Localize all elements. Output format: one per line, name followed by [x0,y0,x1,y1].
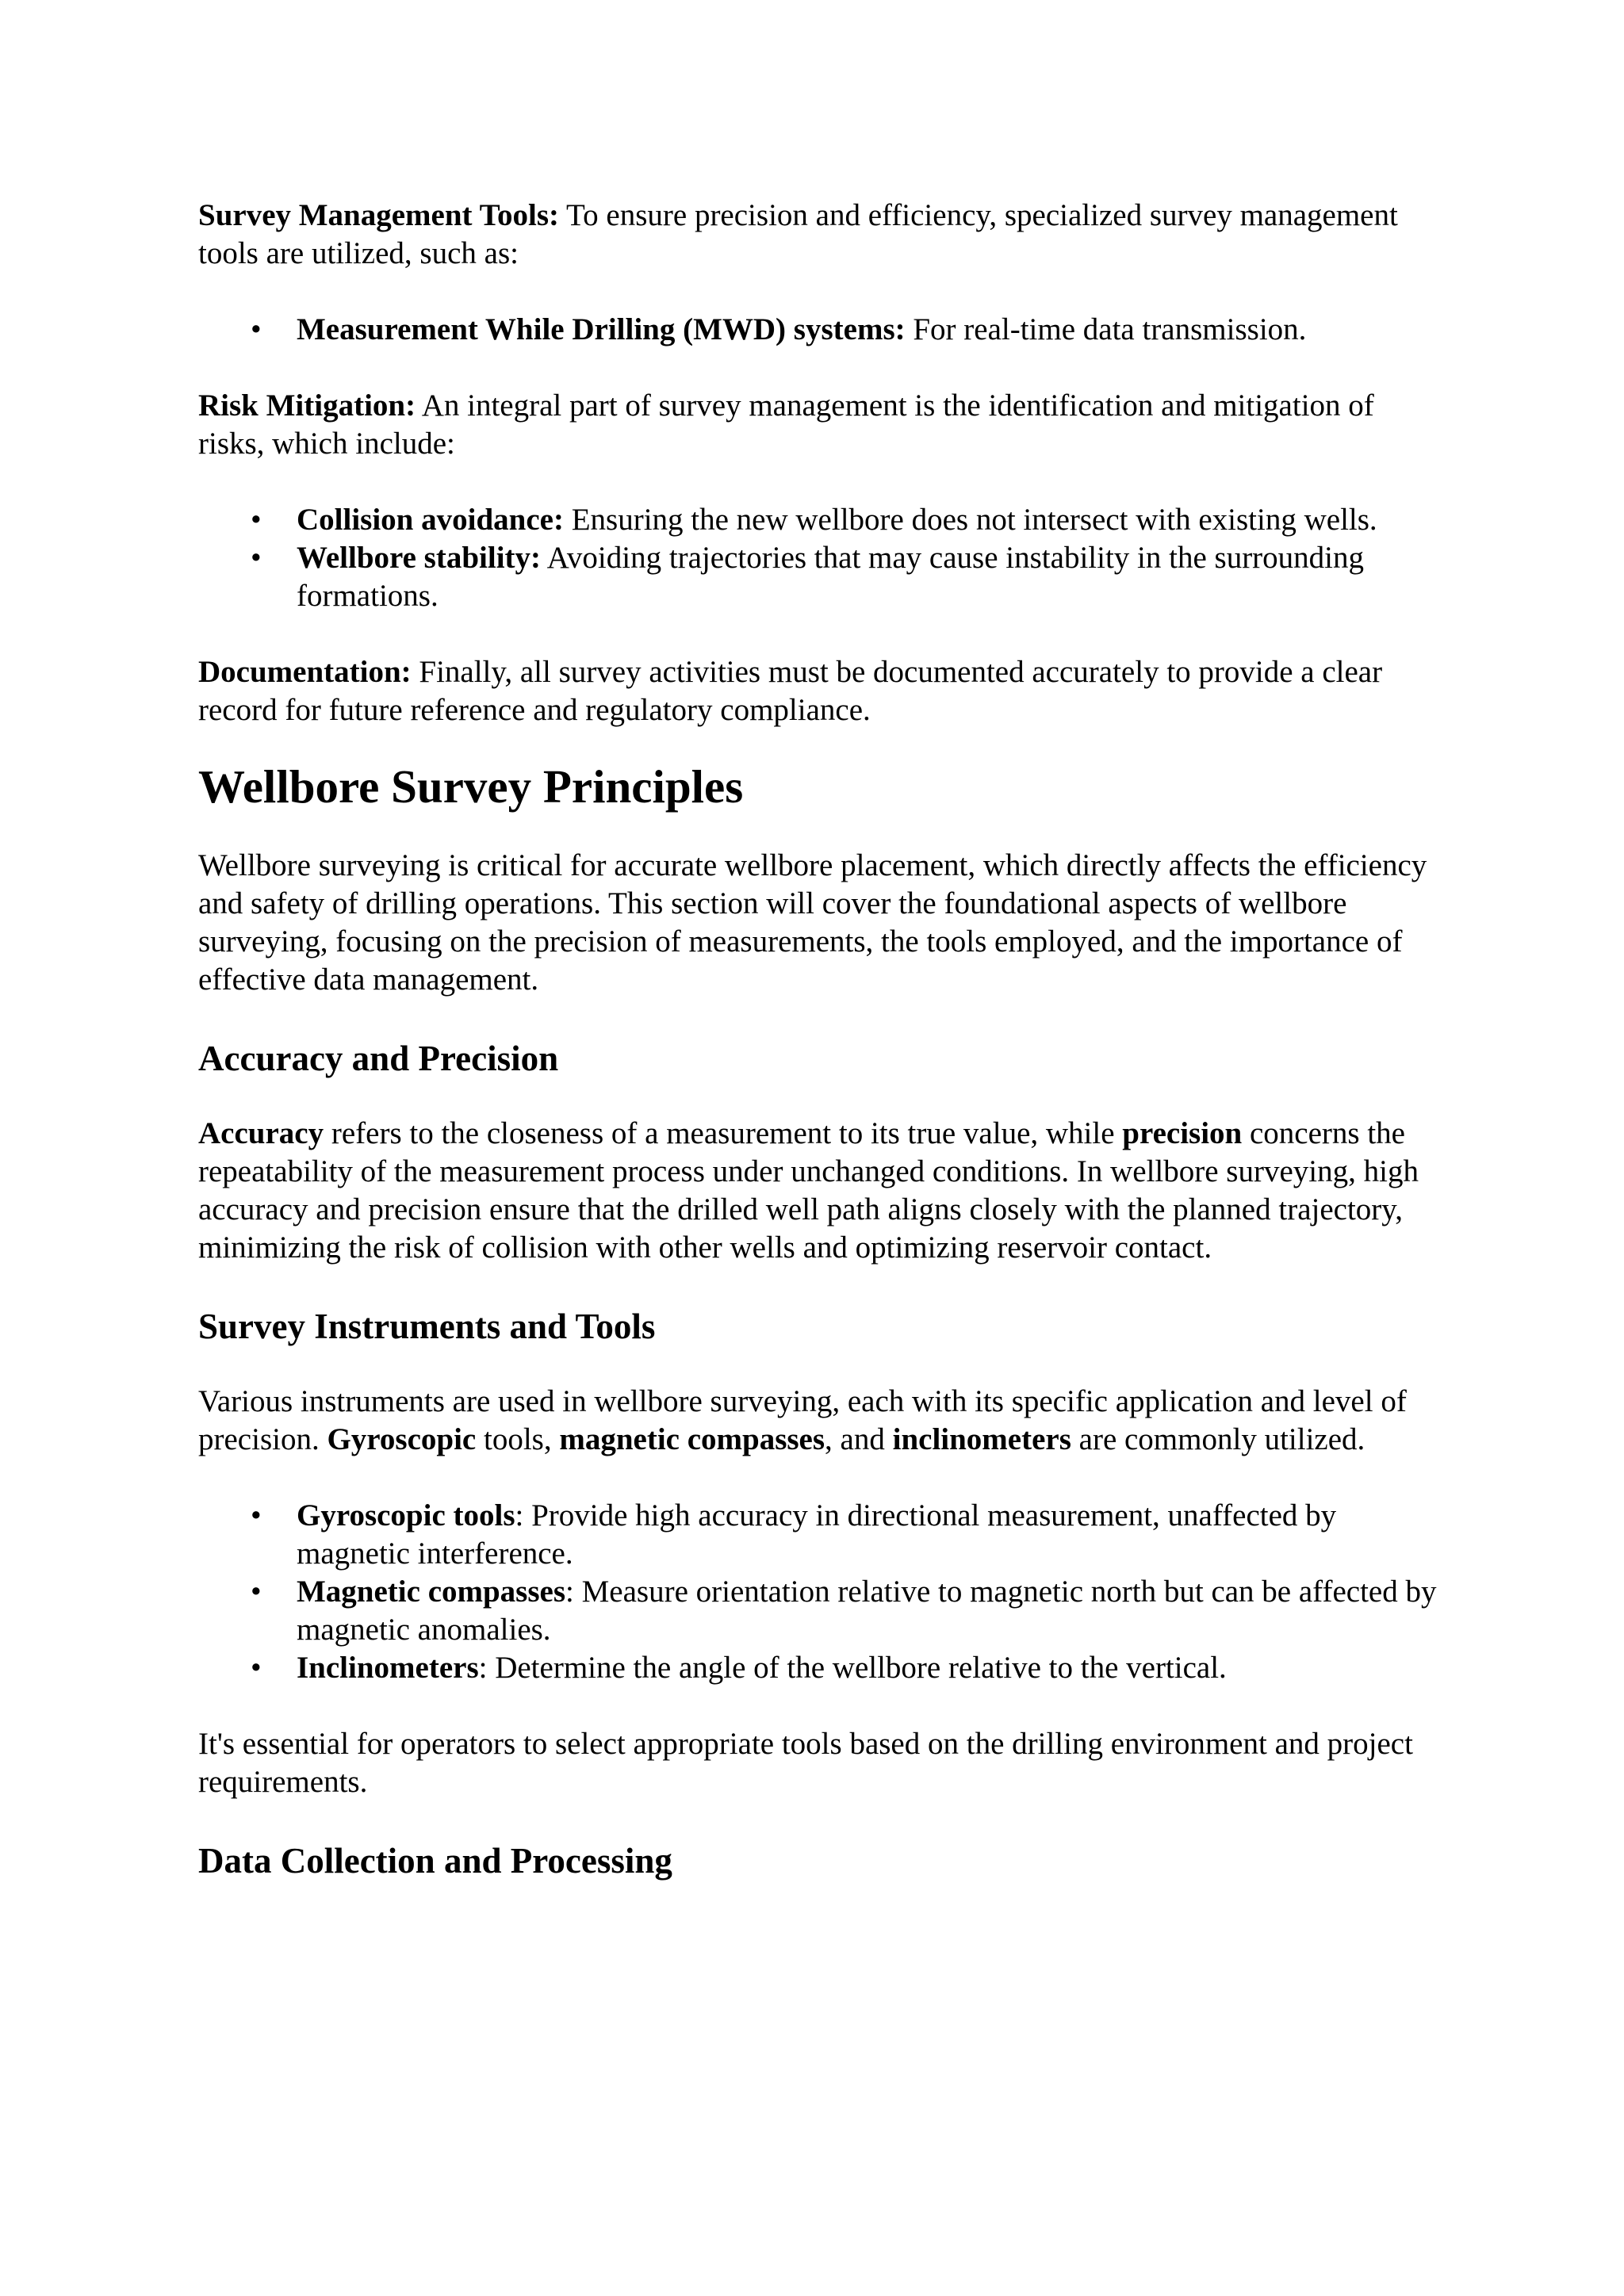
documentation-paragraph [198,653,1443,729]
bullet-icon: • [251,1651,262,1685]
list-item [198,539,1443,615]
bullet-icon: • [251,312,262,346]
gyroscopic-term: Gyroscopic [327,1422,477,1456]
inclinometers-term: inclinometers [892,1422,1071,1456]
list-item [198,1497,1443,1573]
instruments-closing-paragraph: It's essential for operators to select appropriate tools based on the drilling environment and project requirements. [198,1727,1413,1799]
risk-list [198,501,1443,615]
documentation-text: Finally, all survey activities must be documented accurately to provide a clear record for future reference and regulatory compliance. [198,655,1383,727]
accuracy-text-2: concerns the repeatability of the measurement process under unchanged conditions. In wellbore surveying, high accuracy and precision ensure that the drilled well path aligns closely with the planned trajectory, minimizing the risk of collision with other wells and optimizing reservoir contact. [198,1116,1419,1265]
precision-term: precision [1122,1116,1243,1150]
accuracy-term: Accuracy [198,1116,324,1150]
instruments-paragraph [198,1383,1443,1459]
intro-paragraph: Wellbore surveying is critical for accurate wellbore placement, which directly affects the efficiency and safety of drilling operations. This section will cover the foundational aspects of wellbore surveying, focusing on the precision of measurements, the tools employed, and the importance of effective data management. [198,848,1427,997]
documentation-label: Documentation: [198,655,412,689]
list-item-text: : Determine the angle of the wellbore relative to the vertical. [478,1651,1227,1685]
list-item-label: Magnetic compasses [297,1575,566,1609]
list-item-label: Wellbore stability: [297,541,542,575]
list-item-label: Collision avoidance: [297,503,564,537]
instruments-text-2: tools, [476,1422,560,1456]
list-item [198,1573,1443,1649]
risk-mitigation-label: Risk Mitigation: [198,388,416,423]
instruments-text-3: , and [825,1422,893,1456]
bullet-icon: • [251,1498,262,1533]
bullet-icon: • [251,1575,262,1609]
list-item-text: Avoiding trajectories that may cause instability in the surrounding formations. [297,541,1365,613]
instruments-text-4: are commonly utilized. [1071,1422,1365,1456]
document-page [198,197,1443,1917]
accuracy-heading: Accuracy and Precision [198,1039,559,1078]
list-item-text: : Measure orientation relative to magnetic north but can be affected by magnetic anomalies. [297,1575,1437,1647]
accuracy-paragraph [198,1115,1443,1267]
survey-management-tools-label: Survey Management Tools: [198,198,560,232]
survey-management-tools-text: To ensure precision and efficiency, specialized survey management tools are utilized, such as: [198,198,1398,270]
bullet-icon: • [251,541,262,575]
list-item-label: Measurement While Drilling (MWD) systems: [297,312,906,346]
list-item-label: Inclinometers [297,1651,479,1685]
magnetic-compasses-term: magnetic compasses [559,1422,825,1456]
risk-mitigation-paragraph [198,387,1443,463]
list-item [198,1649,1443,1687]
list-item [198,501,1443,539]
accuracy-text-1: refers to the closeness of a measurement to its true value, while [324,1116,1123,1150]
list-item-label: Gyroscopic tools [297,1498,515,1533]
risk-mitigation-text: An integral part of survey management is the identification and mitigation of risks, which include: [198,388,1374,461]
survey-tools-list [198,311,1443,349]
survey-management-tools-paragraph [198,197,1443,273]
instruments-heading: Survey Instruments and Tools [198,1307,656,1346]
instruments-text-1: Various instruments are used in wellbore surveying, each with its specific application and level of precision. [198,1384,1407,1456]
bullet-icon: • [251,503,262,537]
instruments-list [198,1497,1443,1687]
list-item-text: For real-time data transmission. [905,312,1307,346]
list-item-text: Ensuring the new wellbore does not intersect with existing wells. [563,503,1377,537]
data-collection-heading: Data Collection and Processing [198,1841,672,1881]
main-heading: Wellbore Survey Principles [198,760,744,813]
list-item-text: : Provide high accuracy in directional measurement, unaffected by magnetic interference. [297,1498,1337,1571]
list-item [198,311,1443,349]
